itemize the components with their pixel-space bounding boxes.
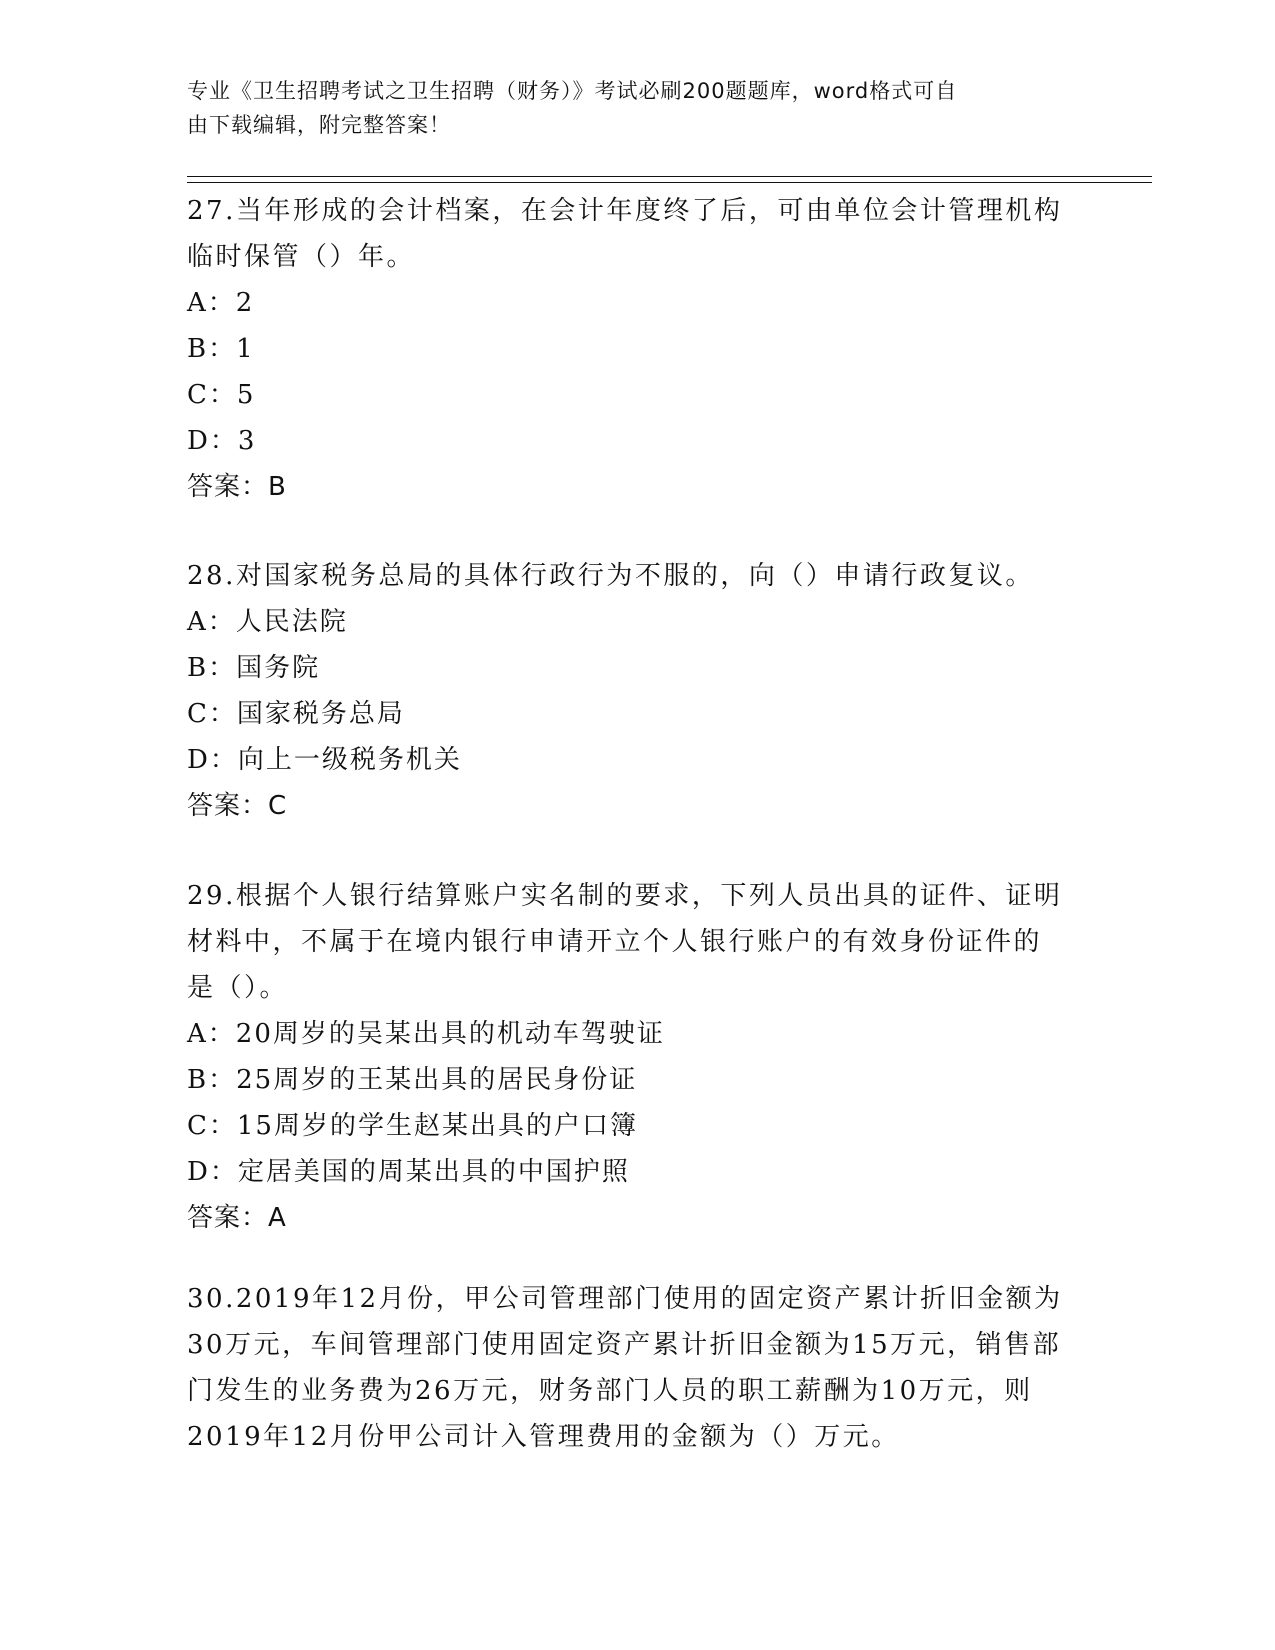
question-text: 27.当年形成的会计档案，在会计年度终了后，可由单位会计管理机构 [187, 196, 1063, 226]
option-b: B：25周岁的王某出具的居民身份证 [187, 1065, 638, 1095]
answer: 答案：C [187, 791, 288, 821]
question-text: 是（）。 [187, 973, 289, 1003]
option-d: D：向上一级税务机关 [187, 745, 462, 775]
option-c: C：国家税务总局 [187, 699, 405, 729]
question-text: 临时保管（）年。 [187, 242, 416, 272]
option-d: D：3 [187, 426, 257, 456]
option-b: B：1 [187, 334, 255, 364]
header-line: 专业《卫生招聘考试之卫生招聘（财务）》考试必刷200题题库，word格式可自 [187, 79, 958, 103]
question-28 [187, 553, 1087, 829]
option-c: C：5 [187, 380, 256, 410]
answer: 答案：A [187, 1203, 287, 1233]
question-text: 材料中，不属于在境内银行申请开立个人银行账户的有效身份证件的 [187, 927, 1043, 957]
question-30 [187, 1276, 1087, 1460]
option-a: A：2 [187, 288, 255, 318]
question-29 [187, 873, 1087, 1241]
option-a: A：人民法院 [187, 607, 348, 637]
option-d: D：定居美国的周某出具的中国护照 [187, 1157, 630, 1187]
document-header [187, 74, 1067, 142]
question-text: 30万元，车间管理部门使用固定资产累计折旧金额为15万元，销售部 [187, 1330, 1062, 1360]
header-divider [187, 182, 1152, 183]
question-text: 28.对国家税务总局的具体行政行为不服的，向（）申请行政复议。 [187, 561, 1034, 591]
header-divider [187, 176, 1152, 177]
answer: 答案：B [187, 472, 287, 502]
header-line: 由下载编辑，附完整答案！ [187, 113, 451, 137]
question-text: 门发生的业务费为26万元，财务部门人员的职工薪酬为10万元，则 [187, 1376, 1033, 1406]
question-27 [187, 188, 1087, 510]
option-b: B：国务院 [187, 653, 321, 683]
question-text: 30.2019年12月份，甲公司管理部门使用的固定资产累计折旧金额为 [187, 1284, 1063, 1314]
option-a: A：20周岁的吴某出具的机动车驾驶证 [187, 1019, 665, 1049]
question-text: 29.根据个人银行结算账户实名制的要求，下列人员出具的证件、证明 [187, 881, 1063, 911]
question-text: 2019年12月份甲公司计入管理费用的金额为（）万元。 [187, 1422, 900, 1452]
option-c: C：15周岁的学生赵某出具的户口簿 [187, 1111, 638, 1141]
